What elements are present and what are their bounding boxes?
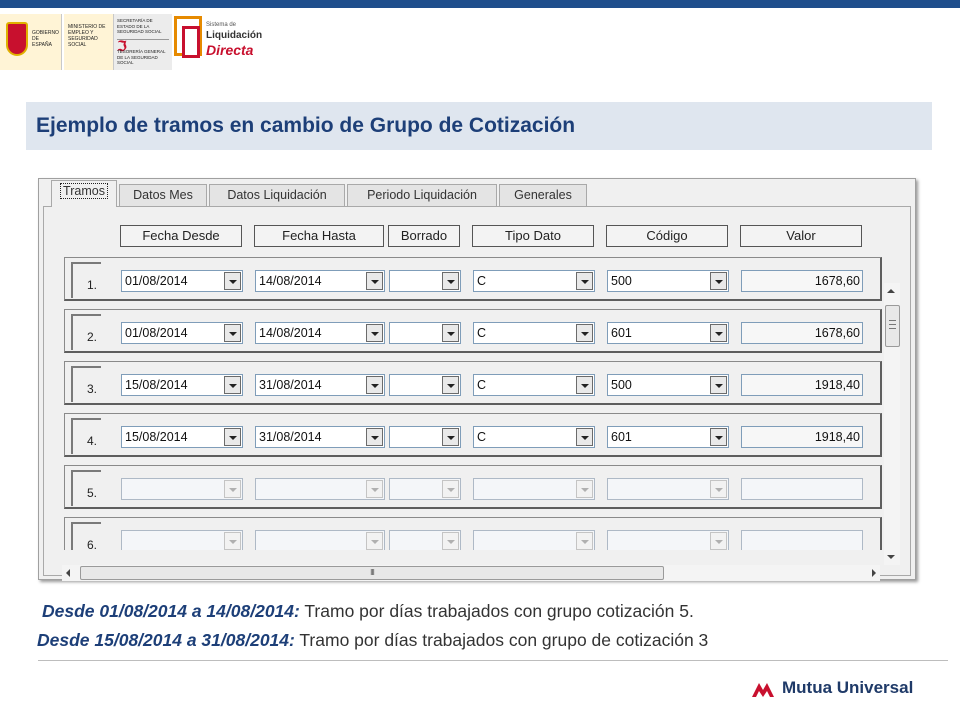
tab-periodo-liquidacion-label: Periodo Liquidación bbox=[367, 188, 477, 202]
fecha-desde-field[interactable] bbox=[121, 322, 243, 344]
dropdown-arrow-icon[interactable] bbox=[366, 480, 383, 498]
fecha-hasta-field[interactable] bbox=[255, 426, 385, 448]
dropdown-arrow-icon[interactable] bbox=[366, 376, 383, 394]
borrado-field[interactable] bbox=[389, 426, 461, 448]
codigo-value: 500 bbox=[611, 274, 632, 288]
table-row bbox=[64, 309, 882, 353]
borrado-field[interactable] bbox=[389, 530, 461, 550]
dropdown-arrow-icon[interactable] bbox=[366, 532, 383, 550]
fecha-desde-field[interactable] bbox=[121, 478, 243, 500]
coat-of-arms-icon bbox=[6, 22, 28, 56]
valor-field[interactable] bbox=[741, 426, 863, 448]
row-number: 3. bbox=[71, 366, 101, 402]
application-window bbox=[38, 178, 916, 580]
codigo-field[interactable] bbox=[607, 270, 729, 292]
tipo-dato-value: C bbox=[477, 326, 487, 340]
dropdown-arrow-icon[interactable] bbox=[224, 376, 241, 394]
fecha-hasta-value: 31/08/2014 bbox=[259, 378, 322, 392]
fecha-desde-field[interactable] bbox=[121, 426, 243, 448]
scroll-left-arrow-icon[interactable] bbox=[66, 569, 70, 577]
sld-directa-label: Directa bbox=[206, 42, 254, 58]
tipo-dato-field[interactable] bbox=[473, 426, 595, 448]
mutua-universal-icon bbox=[752, 681, 778, 697]
tipo-dato-field[interactable] bbox=[473, 270, 595, 292]
dropdown-arrow-icon[interactable] bbox=[576, 480, 593, 498]
header-valor: Valor bbox=[740, 225, 862, 247]
row-number: 1. bbox=[71, 262, 101, 298]
borrado-field[interactable] bbox=[389, 270, 461, 292]
dropdown-arrow-icon[interactable] bbox=[224, 324, 241, 342]
table-row bbox=[64, 517, 882, 550]
dropdown-arrow-icon[interactable] bbox=[442, 428, 459, 446]
dropdown-arrow-icon[interactable] bbox=[366, 272, 383, 290]
tramos-panel bbox=[43, 206, 911, 576]
gobierno-espana-logo bbox=[0, 14, 62, 70]
tipo-dato-field[interactable] bbox=[473, 322, 595, 344]
header-fecha-hasta: Fecha Hasta bbox=[254, 225, 384, 247]
fecha-hasta-field[interactable] bbox=[255, 530, 385, 550]
fecha-hasta-field[interactable] bbox=[255, 478, 385, 500]
fecha-desde-field[interactable] bbox=[121, 374, 243, 396]
tramos-grid bbox=[62, 213, 900, 550]
dropdown-arrow-icon[interactable] bbox=[710, 480, 727, 498]
tipo-dato-value: C bbox=[477, 430, 487, 444]
tab-datos-mes[interactable] bbox=[119, 184, 207, 206]
fecha-desde-field[interactable] bbox=[121, 530, 243, 550]
seguridad-social-logo bbox=[114, 14, 172, 70]
table-row bbox=[64, 413, 882, 457]
caption-2-dates: Desde 15/08/2014 a 31/08/2014: bbox=[37, 630, 295, 650]
tab-tramos-label: Tramos bbox=[60, 183, 108, 199]
tipo-dato-value: C bbox=[477, 274, 487, 288]
header-tipo-dato: Tipo Dato bbox=[472, 225, 594, 247]
fecha-hasta-field[interactable] bbox=[255, 374, 385, 396]
dropdown-arrow-icon[interactable] bbox=[366, 324, 383, 342]
valor-field[interactable] bbox=[741, 478, 863, 500]
row-number: 5. bbox=[71, 470, 101, 506]
dropdown-arrow-icon[interactable] bbox=[442, 324, 459, 342]
tgss-icon: ℑ bbox=[117, 37, 127, 54]
row-number: 4. bbox=[71, 418, 101, 454]
dropdown-arrow-icon[interactable] bbox=[442, 532, 459, 550]
row-number: 2. bbox=[71, 314, 101, 350]
valor-field[interactable] bbox=[741, 374, 863, 396]
caption-tramo-2 bbox=[37, 630, 708, 651]
tab-datos-liquidacion[interactable] bbox=[209, 184, 345, 206]
borrado-field[interactable] bbox=[389, 322, 461, 344]
fecha-hasta-value: 31/08/2014 bbox=[259, 430, 322, 444]
codigo-field[interactable] bbox=[607, 374, 729, 396]
codigo-field[interactable] bbox=[607, 478, 729, 500]
codigo-field[interactable] bbox=[607, 426, 729, 448]
header-borrado: Borrado bbox=[388, 225, 460, 247]
fecha-desde-value: 15/08/2014 bbox=[125, 378, 188, 392]
valor-field[interactable] bbox=[741, 322, 863, 344]
sld-sistema-label: Sistema de bbox=[206, 22, 237, 28]
dropdown-arrow-icon[interactable] bbox=[710, 376, 727, 394]
fecha-desde-field[interactable] bbox=[121, 270, 243, 292]
codigo-field[interactable] bbox=[607, 530, 729, 550]
page-title: Ejemplo de tramos en cambio de Grupo de Cotización bbox=[36, 114, 576, 137]
codigo-value: 500 bbox=[611, 378, 632, 392]
sistema-liquidacion-directa-logo bbox=[172, 14, 263, 70]
fecha-desde-value: 01/08/2014 bbox=[125, 326, 188, 340]
tipo-dato-field[interactable] bbox=[473, 374, 595, 396]
scroll-right-arrow-icon[interactable] bbox=[872, 569, 876, 577]
tab-generales-label: Generales bbox=[514, 188, 572, 202]
scroll-down-arrow-icon[interactable] bbox=[887, 555, 895, 559]
dropdown-arrow-icon[interactable] bbox=[442, 480, 459, 498]
fecha-hasta-value: 14/08/2014 bbox=[259, 274, 322, 288]
row-number: 6. bbox=[71, 522, 101, 550]
footer-divider bbox=[38, 660, 948, 661]
fecha-hasta-field[interactable] bbox=[255, 270, 385, 292]
dropdown-arrow-icon[interactable] bbox=[576, 428, 593, 446]
tab-datos-liquidacion-label: Datos Liquidación bbox=[227, 188, 327, 202]
scroll-up-arrow-icon[interactable] bbox=[887, 289, 895, 293]
tab-periodo-liquidacion[interactable] bbox=[347, 184, 497, 206]
fecha-hasta-value: 14/08/2014 bbox=[259, 326, 322, 340]
dropdown-arrow-icon[interactable] bbox=[710, 272, 727, 290]
table-row bbox=[64, 361, 882, 405]
horizontal-scrollbar[interactable] bbox=[62, 565, 880, 581]
valor-value: 1918,40 bbox=[814, 430, 860, 444]
tipo-dato-value: C bbox=[477, 378, 487, 392]
dropdown-arrow-icon[interactable] bbox=[576, 532, 593, 550]
caption-2-text: Tramo por días trabajados con grupo de cotización 3 bbox=[294, 630, 709, 650]
dropdown-arrow-icon[interactable] bbox=[576, 376, 593, 394]
tab-datos-mes-label: Datos Mes bbox=[133, 188, 193, 202]
valor-field[interactable] bbox=[741, 530, 863, 550]
header-logos bbox=[0, 8, 270, 70]
mutua-universal-name: Mutua Universal bbox=[782, 678, 914, 697]
codigo-value: 601 bbox=[611, 326, 632, 340]
dropdown-arrow-icon[interactable] bbox=[576, 272, 593, 290]
top-accent-bar bbox=[0, 0, 960, 8]
caption-1-dates: Desde 01/08/2014 a 14/08/2014: bbox=[42, 601, 300, 621]
fecha-hasta-field[interactable] bbox=[255, 322, 385, 344]
codigo-field[interactable] bbox=[607, 322, 729, 344]
dropdown-arrow-icon[interactable] bbox=[710, 428, 727, 446]
secretaria-label: SECRETARÍA DE ESTADO DE LA SEGURIDAD SOCIAL bbox=[117, 18, 162, 34]
valor-value: 1678,60 bbox=[814, 326, 860, 340]
valor-field[interactable] bbox=[741, 270, 863, 292]
header-codigo: Código bbox=[606, 225, 728, 247]
sld-mark-inner-icon bbox=[182, 26, 200, 58]
ministerio-label: MINISTERIO DE EMPLEO Y SEGURIDAD SOCIAL bbox=[64, 14, 114, 70]
fecha-desde-value: 01/08/2014 bbox=[125, 274, 188, 288]
valor-value: 1918,40 bbox=[814, 378, 860, 392]
caption-1-text: Tramo por días trabajados con grupo cotización 5. bbox=[299, 601, 694, 621]
dropdown-arrow-icon[interactable] bbox=[224, 532, 241, 550]
dropdown-arrow-icon[interactable] bbox=[442, 376, 459, 394]
tipo-dato-field[interactable] bbox=[473, 478, 595, 500]
caption-tramo-1 bbox=[42, 601, 694, 622]
dropdown-arrow-icon[interactable] bbox=[576, 324, 593, 342]
sld-liquidacion-label: Liquidación bbox=[206, 30, 263, 41]
dropdown-arrow-icon[interactable] bbox=[442, 272, 459, 290]
horizontal-scroll-thumb[interactable]: III bbox=[80, 566, 664, 580]
dropdown-arrow-icon[interactable] bbox=[224, 428, 241, 446]
dropdown-arrow-icon[interactable] bbox=[710, 324, 727, 342]
codigo-value: 601 bbox=[611, 430, 632, 444]
dropdown-arrow-icon[interactable] bbox=[224, 480, 241, 498]
dropdown-arrow-icon[interactable] bbox=[224, 272, 241, 290]
title-band bbox=[26, 102, 932, 150]
table-row bbox=[64, 465, 882, 509]
tipo-dato-field[interactable] bbox=[473, 530, 595, 550]
borrado-field[interactable] bbox=[389, 374, 461, 396]
fecha-desde-value: 15/08/2014 bbox=[125, 430, 188, 444]
tab-generales[interactable] bbox=[499, 184, 587, 206]
vertical-scrollbar[interactable] bbox=[884, 283, 900, 565]
tab-tramos[interactable] bbox=[51, 180, 117, 207]
tesoreria-label: TESORERÍA GENERAL DE LA SEGURIDAD SOCIAL bbox=[117, 49, 166, 66]
table-row bbox=[64, 257, 882, 301]
vertical-scroll-thumb[interactable] bbox=[885, 305, 900, 347]
dropdown-arrow-icon[interactable] bbox=[710, 532, 727, 550]
gobierno-label: GOBIERNO DE ESPAÑA bbox=[32, 30, 59, 48]
header-fecha-desde: Fecha Desde bbox=[120, 225, 242, 247]
dropdown-arrow-icon[interactable] bbox=[366, 428, 383, 446]
valor-value: 1678,60 bbox=[814, 274, 860, 288]
borrado-field[interactable] bbox=[389, 478, 461, 500]
